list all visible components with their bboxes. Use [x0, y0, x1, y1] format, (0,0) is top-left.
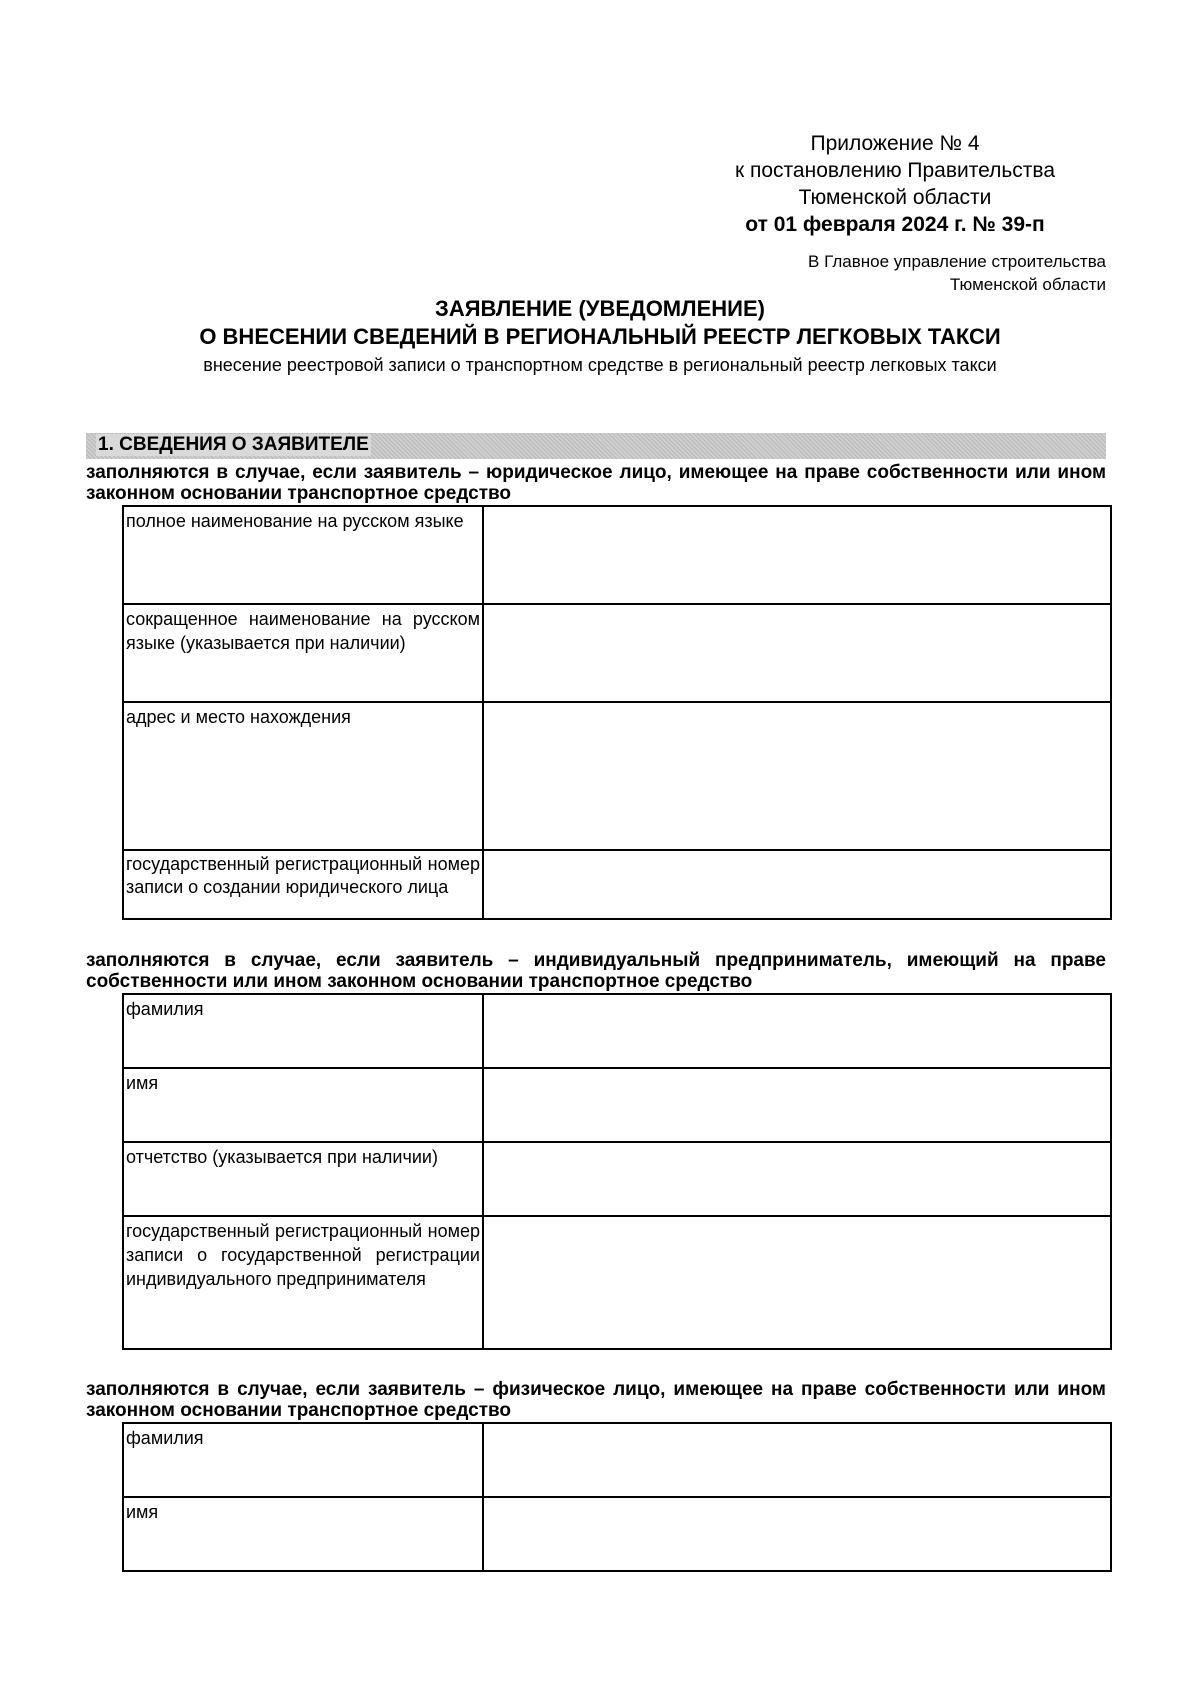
surname-field[interactable]: [483, 994, 1111, 1068]
first-name-field[interactable]: [483, 1068, 1111, 1142]
table-row: [123, 1068, 1111, 1142]
table-row: [123, 1497, 1111, 1571]
field-label: отчетство (указывается при наличии): [123, 1142, 483, 1216]
individual-condition: заполняются в случае, если заявитель – физическое лицо, имеющее на праве собственности или ином законном основании транспортное средство: [86, 1379, 1106, 1421]
full-name-field[interactable]: [483, 506, 1111, 604]
title-line-1: ЗАЯВЛЕНИЕ (УВЕДОМЛЕНИЕ): [435, 296, 765, 321]
short-name-field[interactable]: [483, 604, 1111, 702]
field-label: фамилия: [123, 1423, 483, 1497]
individual-surname-field[interactable]: [483, 1423, 1111, 1497]
field-label: государственный регистрационный номер записи о создании юридического лица: [123, 850, 483, 919]
recipient-block: [808, 250, 1106, 296]
registration-number-field[interactable]: [483, 850, 1111, 919]
table-row: [123, 702, 1111, 850]
section-1-heading: 1. СВЕДЕНИЯ О ЗАЯВИТЕЛЕ: [98, 434, 369, 455]
recipient-line-2: Тюменской области: [949, 275, 1106, 294]
table-row: [123, 506, 1111, 604]
table-row: [123, 850, 1111, 919]
recipient-line-1: В Главное управление строительства: [808, 252, 1106, 271]
appendix-date: от 01 февраля 2024 г. № 39-п: [745, 213, 1045, 236]
field-label: имя: [123, 1068, 483, 1142]
patronymic-field[interactable]: [483, 1142, 1111, 1216]
address-field[interactable]: [483, 702, 1111, 850]
table-row: [123, 994, 1111, 1068]
field-label: государственный регистрационный номер записи о государственной регистрации индивидуального предпринимателя: [123, 1216, 483, 1349]
appendix-number: Приложение № 4: [810, 132, 980, 155]
section-1-heading-bar: [86, 433, 1106, 459]
appendix-block: [700, 130, 1090, 238]
title-subtitle: внесение реестровой записи о транспортном средстве в региональный реестр легковых такси: [203, 355, 997, 375]
appendix-region: Тюменской области: [798, 186, 992, 209]
entrepreneur-condition: заполняются в случае, если заявитель – индивидуальный предприниматель, имеющий на праве собственности или ином законном основании транспортное средство: [86, 950, 1106, 992]
field-label: адрес и место нахождения: [123, 702, 483, 850]
table-row: [123, 604, 1111, 702]
legal-entity-condition: заполняются в случае, если заявитель – юридическое лицо, имеющее на праве собственности или ином законном основании транспортное средство: [86, 462, 1106, 504]
field-label: полное наименование на русском языке: [123, 506, 483, 604]
entrepreneur-table: [122, 993, 1112, 1350]
table-row: [123, 1142, 1111, 1216]
individual-first-name-field[interactable]: [483, 1497, 1111, 1571]
field-label: фамилия: [123, 994, 483, 1068]
title-line-2: О ВНЕСЕНИИ СВЕДЕНИЙ В РЕГИОНАЛЬНЫЙ РЕЕСТР ЛЕГКОВЫХ ТАКСИ: [199, 324, 1001, 349]
individual-table: [122, 1422, 1112, 1572]
field-label: имя: [123, 1497, 483, 1571]
table-row: [123, 1216, 1111, 1349]
appendix-resolution: к постановлению Правительства: [734, 159, 1056, 182]
legal-entity-table: [122, 505, 1112, 920]
ip-registration-number-field[interactable]: [483, 1216, 1111, 1349]
field-label: сокращенное наименование на русском языке (указывается при наличии): [123, 604, 483, 702]
document-title: [0, 295, 1200, 377]
table-row: [123, 1423, 1111, 1497]
